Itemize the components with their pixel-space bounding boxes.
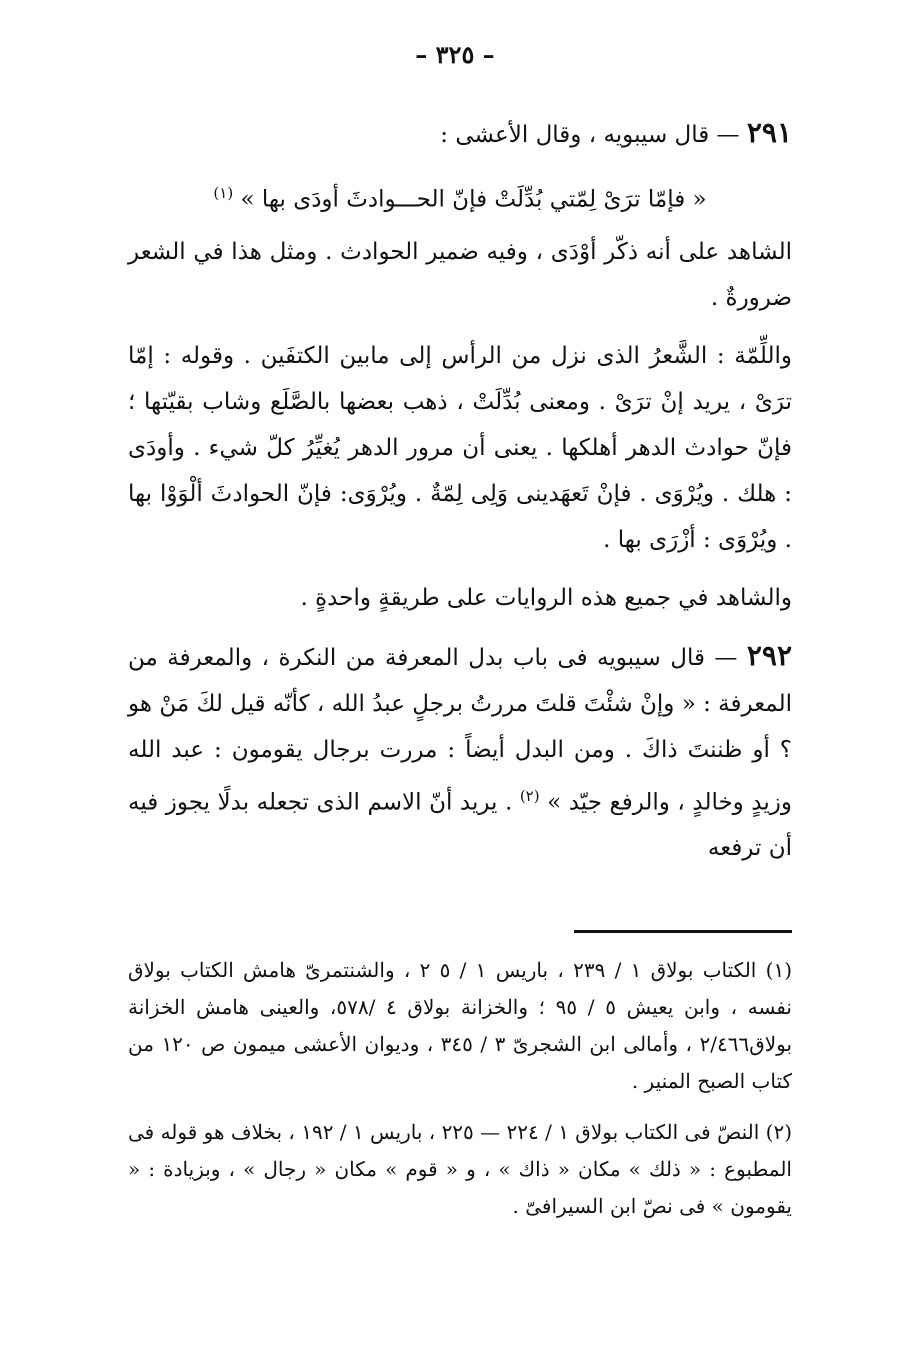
entry-291-heading bbox=[128, 110, 792, 158]
entry-intro: — قال سيبويه فى باب بدل المعرفة من النكرة ، والمعرفة من المعرفة : bbox=[128, 644, 792, 717]
footnote-ref-1: (١) bbox=[213, 184, 234, 202]
verse-text: « فإمّا ترَىْ لِمّتي بُدِّلَتْ فإنّ الحـــوادثَ أودَى بها » bbox=[240, 186, 707, 213]
entry-tail: . يريد أنّ الاسم الذى تجعله بدلًا يجوز فيه أن ترفعه bbox=[128, 789, 792, 862]
entry-quote: « وإنْ شئْتَ قلتَ مررتُ برجلٍ عبدُ الله ، كأنّه قيل لكَ مَنْ هو ؟ أو ظننتَ ذاكَ . ومن البدل أيضاً : مررت برجال يقومون : عبد الله وزيدٍ وخالدٍ ، والرفع جيّد » bbox=[128, 690, 792, 816]
page-number: – ٣٢٥ – bbox=[415, 40, 495, 69]
explanation-paragraph: واللِّمّة : الشَّعرُ الذى نزل من الرأس إلى مابين الكتفَين . وقوله : إمّا ترَىْ ، يريد إنْ ترَىْ . ومعنى بُدِّلَتْ ، ذهب بعضها بالصَّلَع وشاب بقيّتها ؛ فإنّ حوادث الدهر أهلكها . يعنى أن مرور الدهر يُغيِّرُ كلّ شيء . وأودَى : هلك . ويُرْوَى . فإنْ تَعهَدينى وَلِى لِمّةٌ . ويُرْوَى: فإنّ الحوادثَ ألْوَوْا بها . ويُرْوَى : أزْرَى بها . bbox=[128, 342, 792, 553]
footnote-1: (١) الكتاب بولاق ١ / ٢٣٩ ، باريس ١ / ٥ ٢ ، والشنتمرىّ هامش الكتاب بولاق نفسه ، وابن يعيش ٥ / ٩٥ ؛ والخزانة بولاق ٤ /٥٧٨، والعينى هامش الخزانة بولاق٢/٤٦٦ ، وأمالى ابن الشجرىّ ٣ / ٣٤٥ ، وديوان الأعشى ميمون ص ١٢٠ من كتاب الصبح المنير . bbox=[128, 958, 793, 1093]
footnote-ref-2: (٢) bbox=[519, 786, 540, 805]
main-text bbox=[128, 110, 792, 883]
footnotes bbox=[128, 952, 792, 1239]
entry-number: ٢٩١ bbox=[746, 116, 792, 149]
entry-291-commentary: الشاهد على أنه ذكّر أوْدَى ، وفيه ضمير الحوادث . ومثل هذا في الشعر ضرورةٌ . bbox=[128, 238, 792, 311]
entry-intro: — قال سيبويه ، وقال الأعشى : bbox=[440, 122, 740, 148]
footnote-2: (٢) النصّ فى الكتاب بولاق ١ / ٢٢٤ — ٢٢٥ ، باريس ١ / ١٩٢ ، بخلاف هو قوله فى المطبوع : « ذلك » مكان « ذاك » ، و « قوم » مكان « رجال » ، وبزيادة : « يقومون » فى نصّ ابن السيرافىّ . bbox=[128, 1120, 792, 1218]
poem-verse bbox=[128, 170, 792, 223]
entry-number: ٢٩٢ bbox=[746, 638, 792, 672]
footnote-divider bbox=[574, 930, 792, 933]
entry-292 bbox=[128, 633, 792, 872]
witness-paragraph: والشاهد في جميع هذه الروايات على طريقةٍ واحدةٍ . bbox=[300, 584, 792, 611]
